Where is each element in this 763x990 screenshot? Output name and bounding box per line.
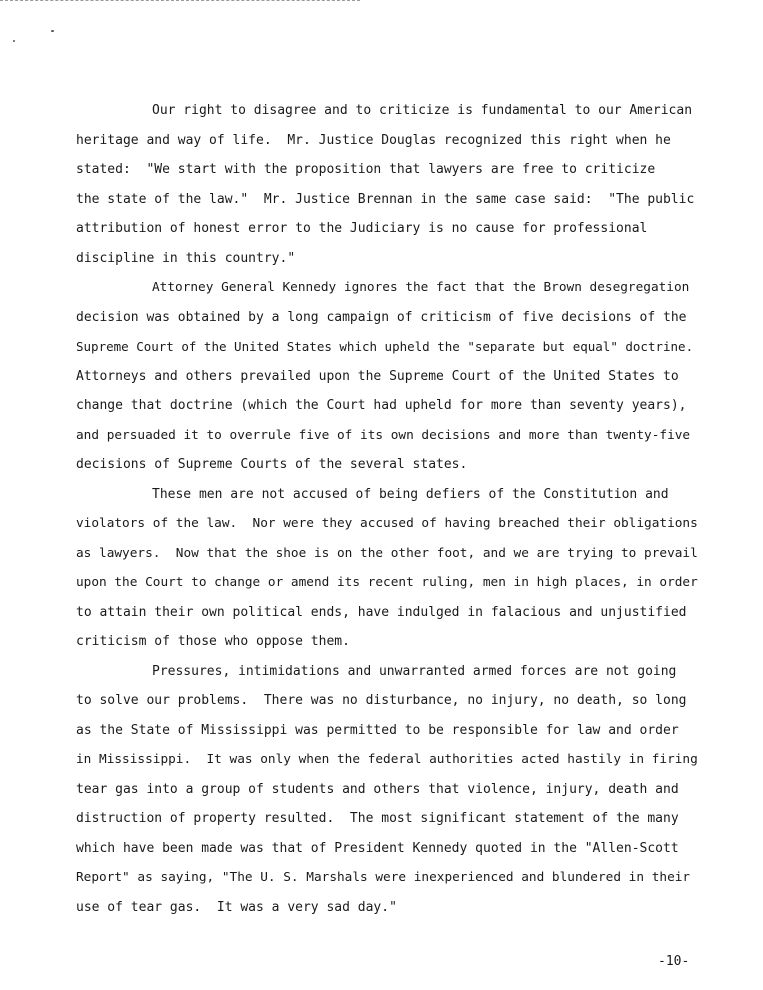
document-body (76, 96, 698, 922)
text-line: as lawyers. Now that the shoe is on the other foot, and we are trying to prevail (76, 545, 698, 561)
text-line: Supreme Court of the United States which upheld the "separate but equal" doctrine. (76, 339, 694, 354)
text-line: and persuaded it to overrule five of its own decisions and more than twenty-five (76, 427, 691, 443)
text-line: upon the Court to change or amend its recent ruling, men in high places, in order (76, 575, 698, 590)
paragraph-first-line: Our right to disagree and to criticize is fundamental to our American (152, 103, 693, 118)
top-dashed-rule (0, 0, 360, 1)
text-line: Attorneys and others prevailed upon the Supreme Court of the United States to (76, 368, 679, 384)
paragraph-first-line: These men are not accused of being defiers of the Constitution and (152, 486, 669, 502)
paragraph (76, 273, 698, 480)
text-line: Report" as saying, "The U. S. Marshals were inexperienced and blundered in their (76, 870, 691, 885)
text-line: the state of the law." Mr. Justice Brennan in the same case said: "The public (76, 191, 695, 207)
text-line: discipline in this country." (76, 250, 296, 266)
page-number: -10- (658, 954, 690, 969)
text-line: decisions of Supreme Courts of the several states. (76, 457, 468, 472)
text-line: distruction of property resulted. The most significant statement of the many (76, 811, 679, 826)
scan-speck (51, 30, 54, 32)
text-line: change that doctrine (which the Court had upheld for more than seventy years), (76, 398, 687, 413)
paragraph-first-line: Pressures, intimidations and unwarranted armed forces are not going (152, 663, 677, 679)
paragraph (76, 480, 698, 657)
paragraph (76, 657, 698, 923)
paragraph (76, 96, 698, 273)
text-line: as the State of Mississippi was permitted to be responsible for law and order (76, 722, 679, 738)
text-line: tear gas into a group of students and others that violence, injury, death and (76, 781, 679, 797)
paragraph-first-line: Attorney General Kennedy ignores the fact that the Brown desegregation (152, 280, 690, 295)
text-line: use of tear gas. It was a very sad day." (76, 899, 397, 915)
text-line: which have been made was that of President Kennedy quoted in the "Allen-Scott (76, 840, 679, 856)
text-line: decision was obtained by a long campaign of criticism of five decisions of the (76, 309, 687, 325)
text-line: heritage and way of life. Mr. Justice Douglas recognized this right when he (76, 132, 671, 148)
scan-speck (13, 40, 15, 42)
text-line: stated: "We start with the proposition that lawyers are free to criticize (76, 162, 656, 177)
text-line: to solve our problems. There was no disturbance, no injury, no death, so long (76, 693, 687, 708)
text-line: attribution of honest error to the Judiciary is no cause for professional (76, 221, 648, 236)
text-line: to attain their own political ends, have indulged in falacious and unjustified (76, 604, 687, 620)
text-line: violators of the law. Nor were they accused of having breached their obligations (76, 516, 698, 531)
text-line: in Mississippi. It was only when the federal authorities acted hastily in firing (76, 752, 698, 767)
text-line: criticism of those who oppose them. (76, 634, 350, 649)
